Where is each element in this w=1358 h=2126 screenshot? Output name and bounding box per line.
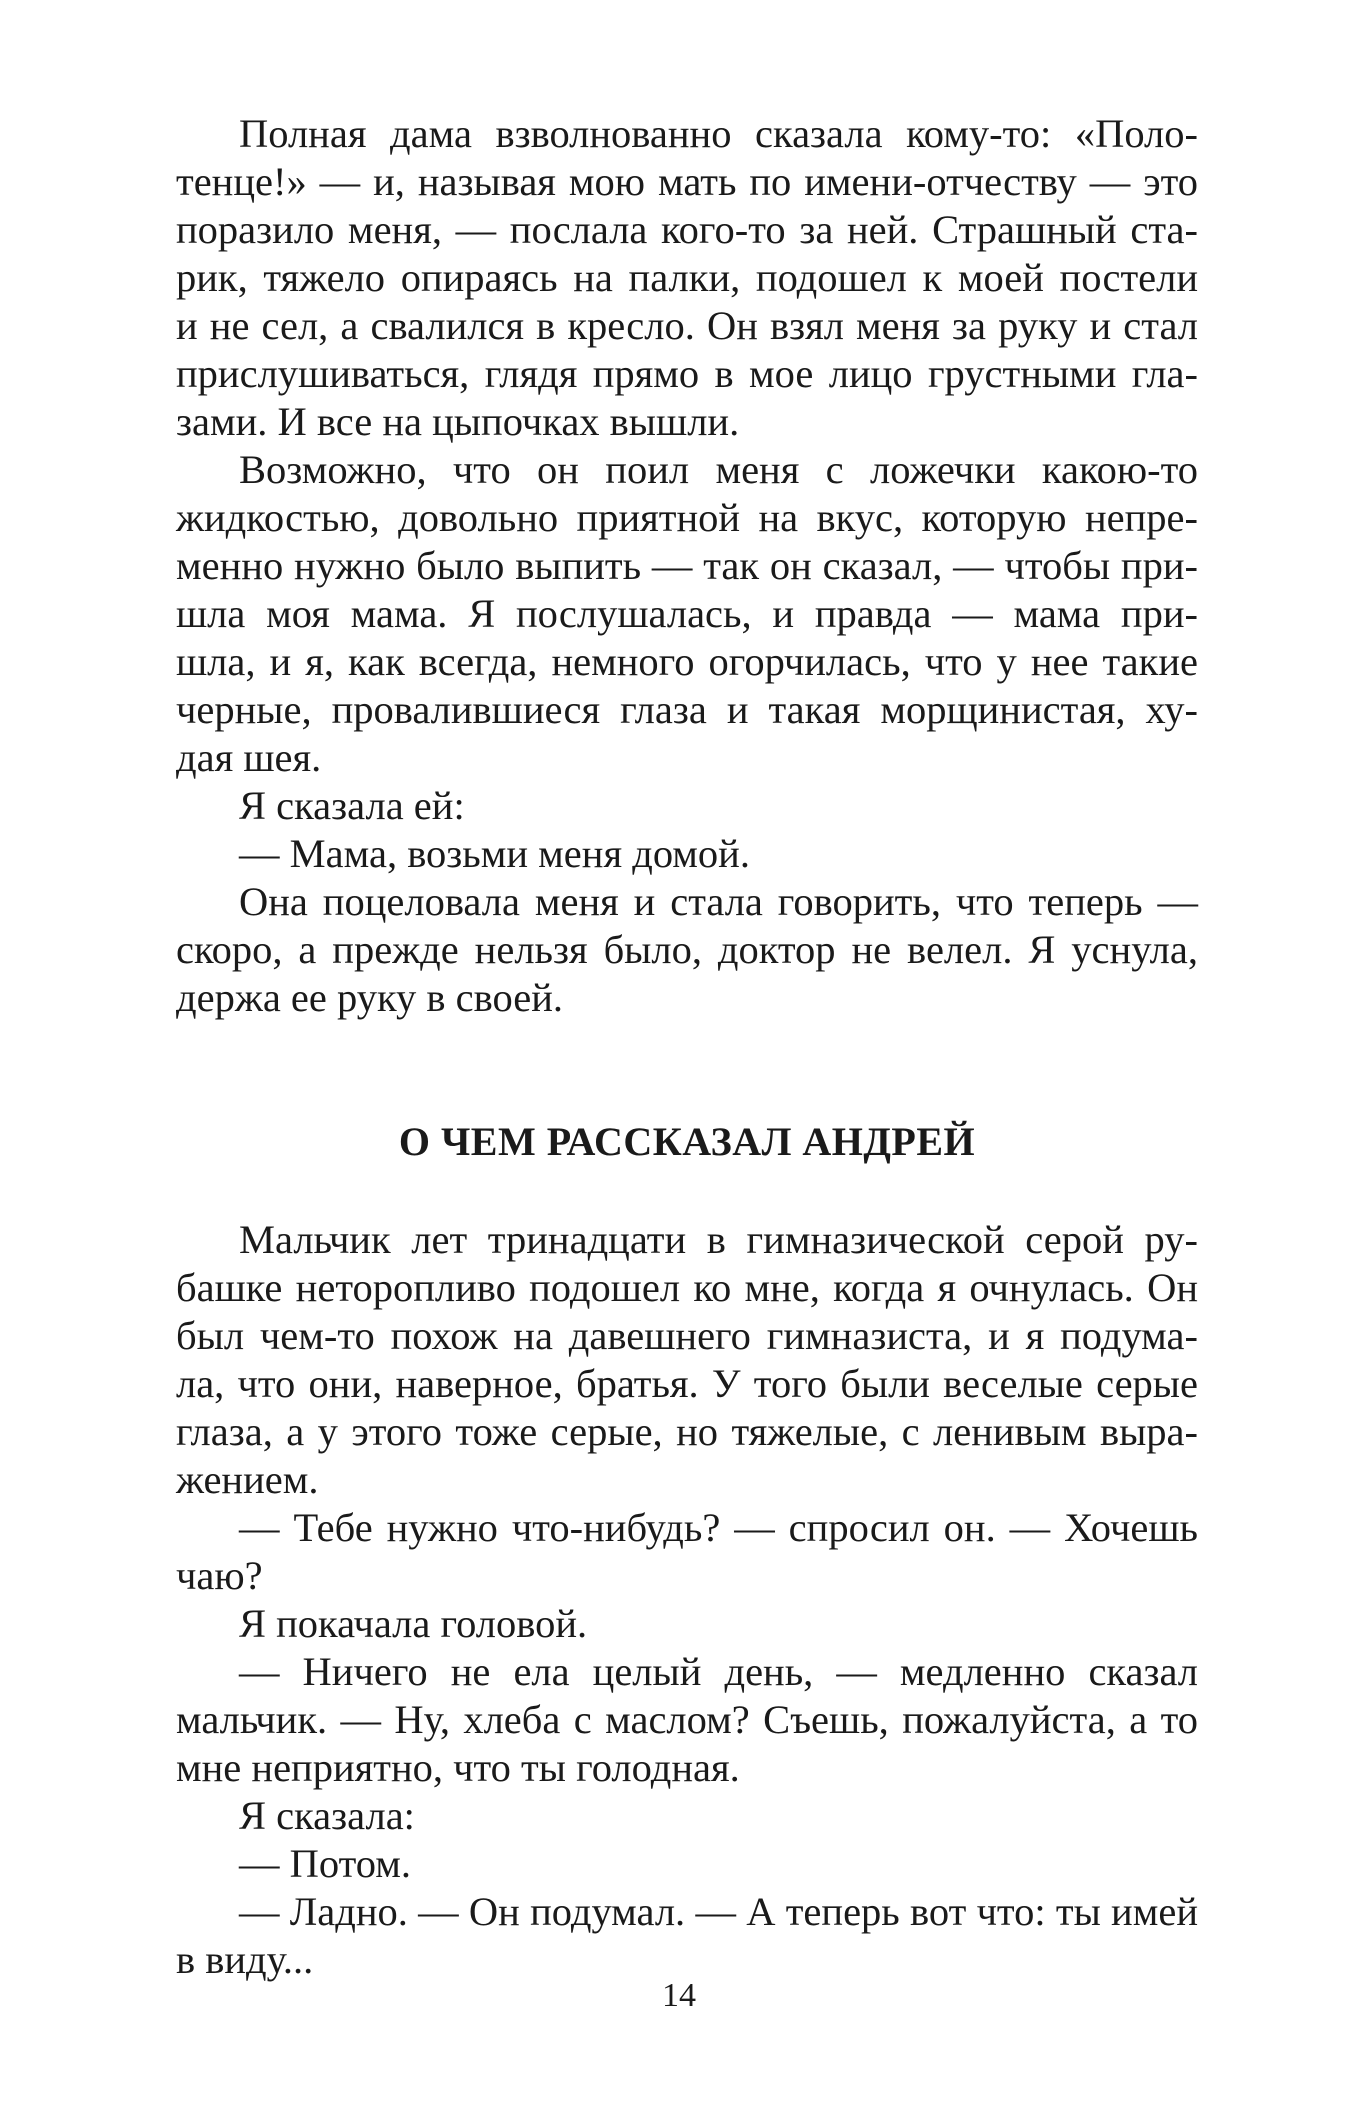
paragraph — [176, 1840, 1198, 1888]
text-line: жидкостью, довольно приятной на вкус, которую непре- — [176, 495, 1198, 540]
book-page — [176, 110, 1198, 1984]
paragraph — [176, 1792, 1198, 1840]
text-line: башке неторопливо подошел ко мне, когда я очнулась. Он — [176, 1265, 1198, 1310]
paragraph — [176, 1600, 1198, 1648]
text-line: — Ничего не ела целый день, — медленно сказал — [239, 1649, 1198, 1694]
text-line: рик, тяжело опираясь на палки, подошел к моей постели — [176, 255, 1198, 300]
paragraph — [176, 1504, 1198, 1600]
text-line: жением. — [176, 1457, 319, 1502]
paragraph — [176, 1648, 1198, 1792]
text-line: дая шея. — [176, 735, 322, 780]
text-line: ла, что они, наверное, братья. У того были веселые серые — [176, 1361, 1198, 1406]
text-line: зами. И все на цыпочках вышли. — [176, 399, 740, 444]
text-line: Я сказала ей: — [239, 783, 465, 828]
text-line: Я покачала головой. — [239, 1601, 588, 1646]
text-line: тенце!» — и, называя мою мать по имени-отчеству — это — [176, 159, 1198, 204]
paragraph — [176, 446, 1198, 782]
text-line: мне неприятно, что ты голодная. — [176, 1745, 740, 1790]
text-block-top — [176, 110, 1198, 1022]
paragraph — [176, 1216, 1198, 1504]
text-line: менно нужно было выпить — так он сказал, — чтобы при- — [176, 543, 1198, 588]
paragraph — [176, 1888, 1198, 1984]
text-block-bottom — [176, 1216, 1198, 1984]
paragraph — [176, 110, 1198, 446]
page-number: 14 — [662, 1977, 696, 2014]
paragraph — [176, 878, 1198, 1022]
text-line: Возможно, что он поил меня с ложечки какою-то — [239, 447, 1198, 492]
text-line: прислушиваться, глядя прямо в мое лицо грустными гла- — [176, 351, 1198, 396]
section-title: О ЧЕМ РАССКАЗАЛ АНДРЕЙ — [398, 1119, 976, 1164]
text-line: шла моя мама. Я послушалась, и правда — мама при- — [176, 591, 1198, 636]
text-line: мальчик. — Ну, хлеба с маслом? Съешь, пожалуйста, а то — [176, 1697, 1198, 1742]
text-line: чаю? — [176, 1553, 263, 1598]
text-line: Полная дама взволнованно сказала кому-то: «Поло- — [239, 111, 1198, 156]
text-line: и не сел, а свалился в кресло. Он взял меня за руку и стал — [176, 303, 1198, 348]
text-line: черные, провалившиеся глаза и такая морщинистая, ху- — [176, 687, 1198, 732]
text-line: — Ладно. — Он подумал. — А теперь вот что: ты имей — [239, 1889, 1198, 1934]
text-line: в виду... — [176, 1937, 314, 1982]
text-line: Я сказала: — [239, 1793, 415, 1838]
text-line: скоро, а прежде нельзя было, доктор не велел. Я уснула, — [176, 927, 1198, 972]
text-line: Мальчик лет тринадцати в гимназической серой ру- — [239, 1217, 1198, 1262]
paragraph — [176, 782, 1198, 830]
text-line: был чем-то похож на давешнего гимназиста, и я подума- — [176, 1313, 1198, 1358]
text-line: — Потом. — [239, 1841, 411, 1886]
text-line: глаза, а у этого тоже серые, но тяжелые, с ленивым выра- — [176, 1409, 1198, 1454]
text-line: поразило меня, — послала кого-то за ней. Страшный ста- — [176, 207, 1198, 252]
paragraph — [176, 830, 1198, 878]
text-line: — Тебе нужно что-нибудь? — спросил он. — Хочешь — [239, 1505, 1198, 1550]
text-line: держа ее руку в своей. — [176, 975, 564, 1020]
text-line: — Мама, возьми меня домой. — [239, 831, 750, 876]
text-line: Она поцеловала меня и стала говорить, что теперь — — [239, 879, 1198, 924]
text-line: шла, и я, как всегда, немного огорчилась, что у нее такие — [176, 639, 1198, 684]
